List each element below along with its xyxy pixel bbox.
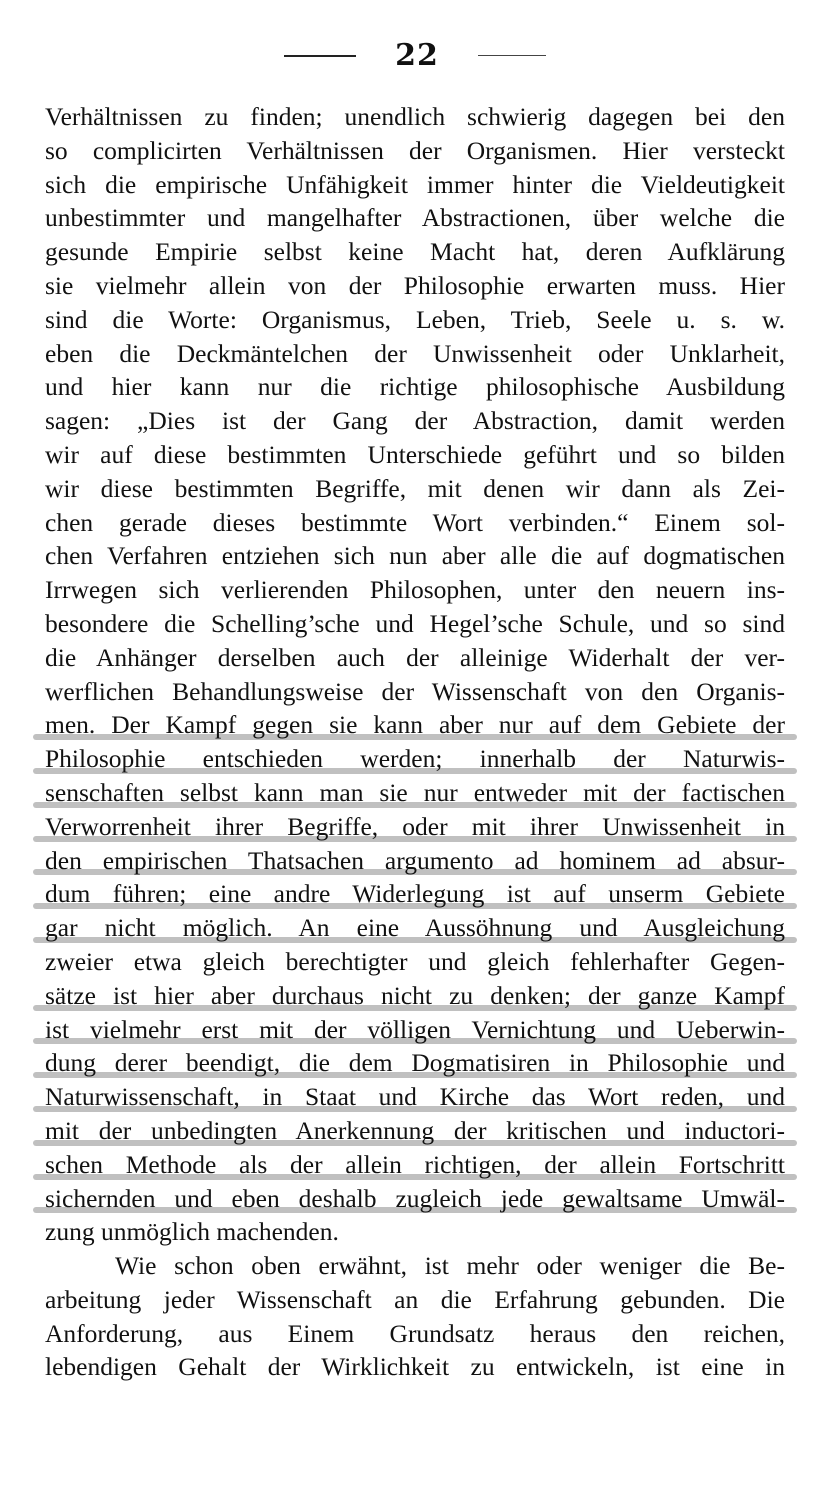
text-line: sind die Worte: Organismus, Leben, Trieb, Seele u. s. w. [45, 304, 785, 334]
text-line: sich die empirische Unfähigkeit immer hinter die Vieldeutigkeit [45, 169, 785, 199]
text-line: sagen: „Dies ist der Gang der Abstraction, damit werden [45, 406, 785, 436]
text-line: chen Verfahren entziehen sich nun aber alle die auf dogmatischen [45, 541, 785, 571]
text-line: chen gerade dieses bestimmte Wort verbinden.“ Einem sol- [45, 507, 785, 537]
text-line: Verhältnissen zu finden; unendlich schwierig dagegen bei den [45, 102, 785, 131]
text-line-highlighted: dum führen; eine andre Widerlegung ist auf unserm Gebiete [45, 877, 785, 911]
text-line-highlighted: senschaften selbst kann man sie nur entweder mit der factischen [45, 776, 785, 810]
body-text [45, 100, 785, 1384]
text-line: die Anhänger derselben auch der alleinige Widerhalt der ver- [45, 642, 785, 672]
text-line: und hier kann nur die richtige philosophische Ausbildung [45, 372, 785, 402]
text-line: sie vielmehr allein von der Philosophie erwarten muss. Hier [45, 270, 785, 300]
text-line: wir diese bestimmten Begriffe, mit denen wir dann als Zei- [45, 473, 785, 503]
text-line: eben die Deckmäntelchen der Unwissenheit oder Unklarheit, [45, 338, 785, 368]
text-line: gesunde Empirie selbst keine Macht hat, deren Aufklärung [45, 237, 785, 267]
text-line-highlighted: Philosophie entschieden werden; innerhalb der Naturwis- [45, 742, 785, 776]
text-line: zweier etwa gleich berechtigter und gleich fehlerhafter Gegen- [45, 946, 785, 976]
text-line-highlighted: gar nicht möglich. An eine Aussöhnung und Ausgleichung [45, 911, 785, 945]
text-line: zung unmöglich machenden. [45, 1217, 339, 1247]
text-line-highlighted: sichernden und eben deshalb zugleich jede gewaltsame Umwäl- [45, 1182, 785, 1216]
text-line-paragraph-start: Wie schon oben erwähnt, ist mehr oder weniger die Be- [115, 1251, 785, 1281]
header-rule-right [478, 55, 546, 56]
text-line-highlighted: ist vielmehr erst mit der völligen Vernichtung und Ueberwin- [45, 1013, 785, 1047]
text-line: wir auf diese bestimmten Unterschiede geführt und so bilden [45, 439, 785, 469]
text-line: arbeitung jeder Wissenschaft an die Erfahrung gebunden. Die [45, 1284, 785, 1314]
text-line-highlighted: mit der unbedingten Anerkennung der kritischen und inductori- [45, 1114, 785, 1148]
text-line-highlighted: sätze ist hier aber durchaus nicht zu denken; der ganze Kampf [45, 979, 785, 1013]
text-line: Irrwegen sich verlierenden Philosophen, unter den neuern ins- [45, 575, 785, 605]
page-number: 22 [395, 38, 439, 73]
text-line-highlighted: Verworrenheit ihrer Begriffe, oder mit ihrer Unwissenheit in [45, 810, 785, 844]
text-line-highlighted: dung derer beendigt, die dem Dogmatisiren in Philosophie und [45, 1046, 785, 1080]
text-line: besondere die Schelling’sche und Hegel’sche Schule, und so sind [45, 608, 785, 638]
text-line-highlighted: den empirischen Thatsachen argumento ad hominem ad absur- [45, 844, 785, 878]
text-line-highlighted: Naturwissenschaft, in Staat und Kirche das Wort reden, und [45, 1080, 785, 1114]
text-line: lebendigen Gehalt der Wirklichkeit zu entwickeln, ist eine in [45, 1352, 785, 1382]
text-line: werflichen Behandlungsweise der Wissenschaft von den Organis- [45, 676, 785, 706]
text-line-highlighted: men. Der Kampf gegen sie kann aber nur auf dem Gebiete der [45, 708, 785, 742]
text-line: Anforderung, aus Einem Grundsatz heraus den reichen, [45, 1318, 785, 1348]
text-line: unbestimmter und mangelhafter Abstractionen, über welche die [45, 203, 785, 233]
text-line-highlighted: schen Methode als der allein richtigen, der allein Fortschritt [45, 1148, 785, 1182]
text-line: so complicirten Verhältnissen der Organismen. Hier versteckt [45, 135, 785, 165]
header-rule-left [284, 55, 356, 57]
page-header [0, 38, 830, 78]
